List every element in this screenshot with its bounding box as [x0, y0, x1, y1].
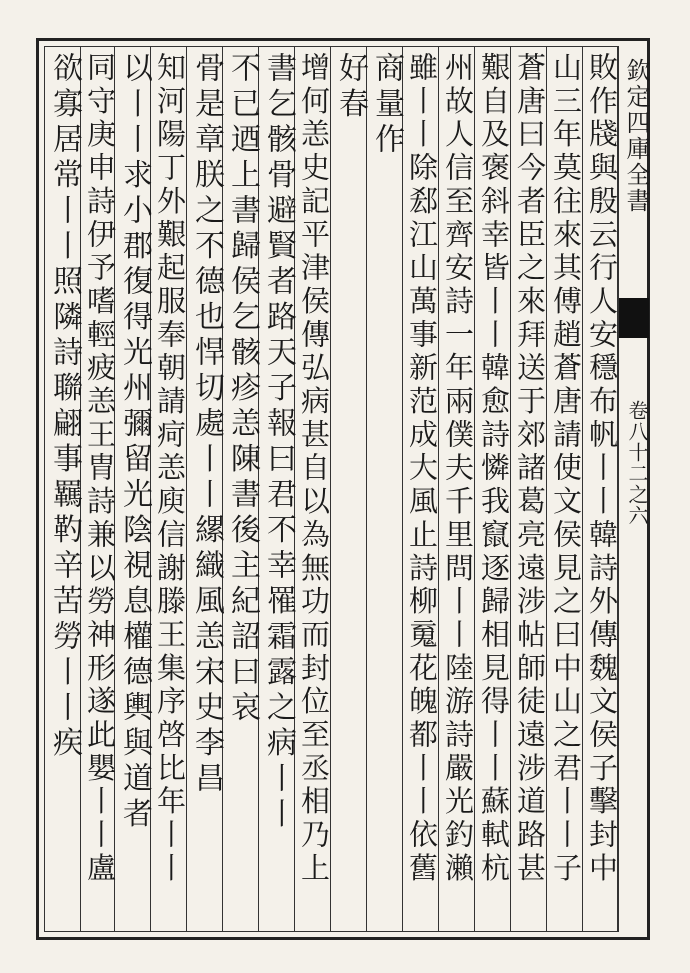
text-column: 以丨丨求小郡復得光州彌留光陰視息權德輿與道者 [117, 52, 152, 833]
text-column: 欲寡居常丨丨照隣詩聯翩事羈靮辛苦勞丨丨疾 [47, 52, 82, 762]
text-column: 知河陽丁外艱起服奉朝請疴恙庾信謝滕王集序啓比年丨丨 [153, 52, 187, 886]
text-column: 增何恙史記平津侯傳弘病甚自以為無功而封位至丞相乃上 [297, 52, 331, 886]
text-column: 山三年莫往來其傅趙蒼唐請使文侯見之曰中山之君丨丨子 [549, 52, 583, 886]
text-column: 同守庚申詩伊予嗜輕疲恙王胄詩兼以勞神形遂此嬰丨丨盧 [83, 52, 117, 886]
text-column: 蒼唐曰今者臣之來拜送于郊諸葛亮遠涉帖師徒遠涉道路甚 [513, 52, 547, 886]
text-column: 好春 [333, 52, 368, 123]
volume-label: 卷八十二之六 [625, 400, 649, 526]
text-column: 艱自及褒斜幸皆丨丨韓愈詩憐我竄逐歸相見得丨丨蘇軾杭 [477, 52, 511, 886]
text-column: 州故人信至齊安詩一年兩僕夫千里問丨丨陸游詩嚴光釣瀨 [441, 52, 475, 886]
text-column: 敗作牋與殷云行人安穩布帆丨丨韓詩外傳魏文侯子擊封中 [585, 52, 619, 886]
book-title: 欽定四庫全書 [622, 58, 650, 214]
text-column: 不已迺上書歸侯乞骸疹恙陳書後主紀詔曰哀 [225, 52, 260, 727]
fish-tail-mark [619, 298, 649, 338]
text-column: 雖丨丨除郄江山萬事新范成大風止詩柳䰟花魄都丨丨依舊 [405, 52, 439, 886]
text-column: 書乞骸骨避賢者路天子報曰君不幸罹霜露之病丨丨 [261, 52, 296, 833]
text-column: 商量作 [369, 52, 404, 159]
text-column: 骨是章朕之不德也悍切處丨丨縲織風恙宋史李昌 [189, 52, 224, 798]
